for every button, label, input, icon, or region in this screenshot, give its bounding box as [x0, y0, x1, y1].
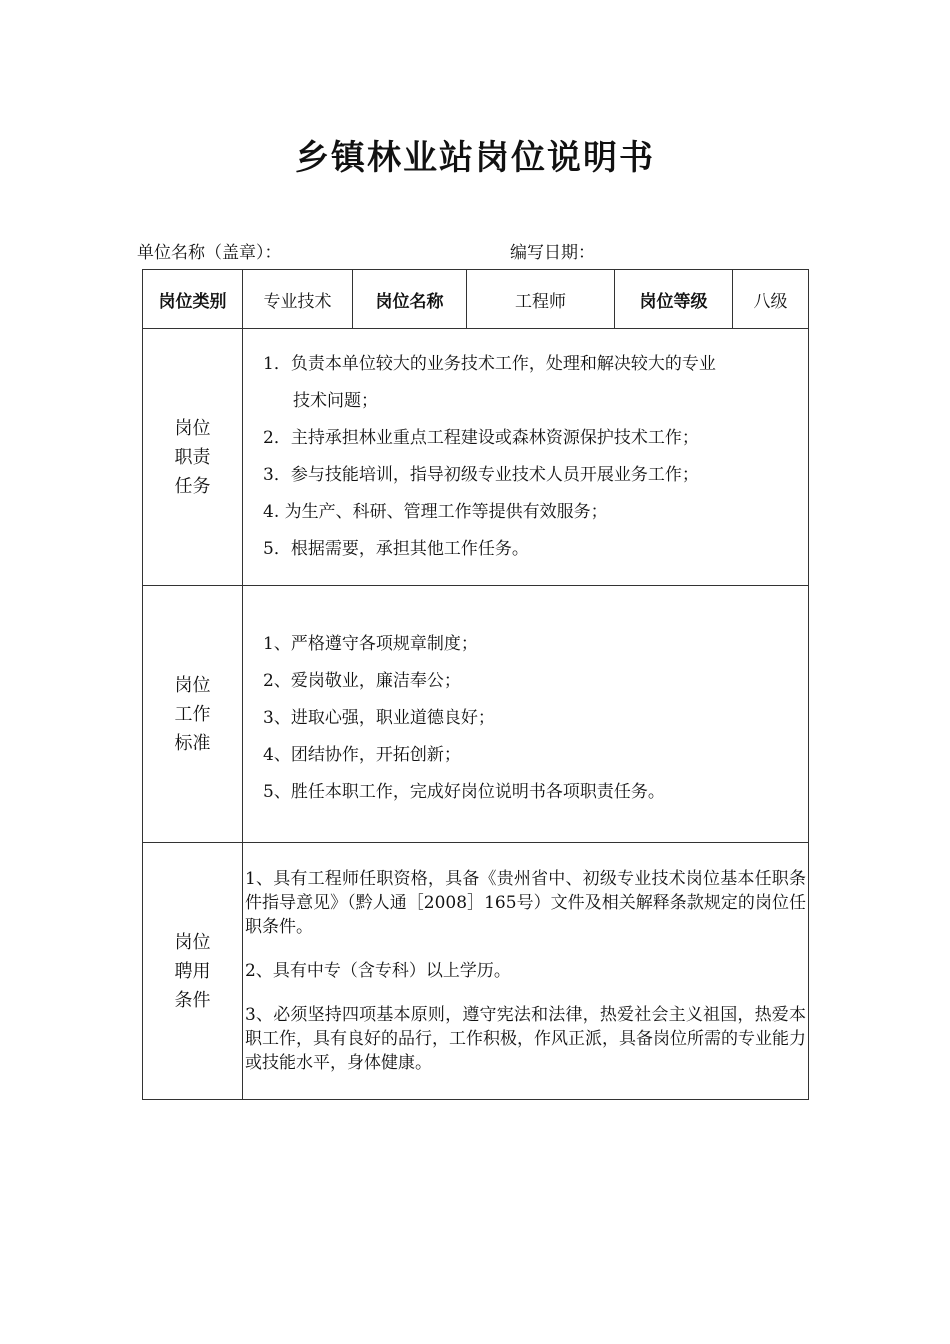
requirement-paragraph: 2、具有中专（含专科）以上学历。 [245, 961, 511, 981]
document-title: 乡镇林业站岗位说明书 [295, 138, 655, 178]
job-description-table [142, 269, 809, 1100]
requirements-row [143, 843, 809, 1100]
list-item: 5、胜任本职工作，完成好岗位说明书各项职责任务。 [263, 781, 665, 802]
list-item: 2．主持承担林业重点工程建设或森林资源保护技术工作； [263, 428, 699, 448]
list-item: 4. 为生产、科研、管理工作等提供有效服务； [263, 502, 608, 522]
list-item: 5．根据需要，承担其他工作任务。 [263, 539, 529, 559]
unit-name-label: 单位名称（盖章）： [137, 243, 282, 263]
category-value: 专业技术 [243, 270, 353, 329]
standards-row [143, 586, 809, 843]
position-name-label: 岗位名称 [353, 270, 467, 329]
requirements-content [243, 843, 809, 1100]
list-item: 3、进取心强，职业道德良好； [263, 707, 495, 728]
requirement-paragraph: 3、必须坚持四项基本原则，遵守宪法和法律，热爱社会主义祖国，热爱本职工作，具有良好的品行，工作积极，作风正派，具备岗位所需的专业能力或技能水平，身体健康。 [245, 1005, 806, 1073]
list-item: 1、严格遵守各项规章制度； [263, 633, 478, 654]
requirement-paragraph: 1、具有工程师任职资格，具备《贵州省中、初级专业技术岗位基本任职条件指导意见》（黔人通［2008］165号）文件及相关解释条款规定的岗位任职条件。 [245, 869, 806, 937]
duties-row [143, 329, 809, 586]
category-label: 岗位类别 [143, 270, 243, 329]
date-label: 编写日期： [510, 243, 595, 263]
header-row [143, 270, 809, 329]
grade-value: 八级 [733, 270, 809, 329]
list-item: 2、爱岗敬业，廉洁奉公； [263, 670, 461, 691]
standards-label: 岗位 工作 标准 [143, 586, 243, 843]
duties-label: 岗位 职责 任务 [143, 329, 243, 586]
requirements-label: 岗位 聘用 条件 [143, 843, 243, 1100]
list-item: 3．参与技能培训，指导初级专业技术人员开展业务工作； [263, 465, 699, 485]
duties-content [243, 329, 809, 586]
grade-label: 岗位等级 [615, 270, 733, 329]
list-item: 4、团结协作，开拓创新； [263, 744, 461, 765]
list-item: 1．负责本单位较大的业务技术工作，处理和解决较大的专业 技术问题； [263, 354, 716, 411]
standards-content [243, 586, 809, 843]
position-name-value: 工程师 [467, 270, 615, 329]
